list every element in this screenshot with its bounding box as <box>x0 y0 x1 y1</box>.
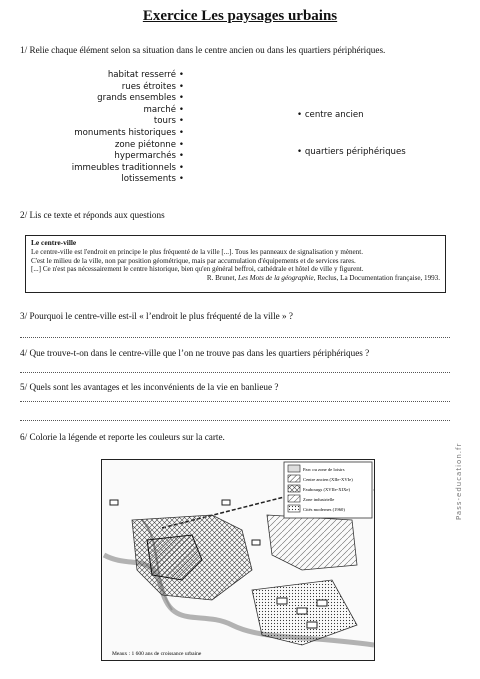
legend-item: Centre ancien (XIIe-XVIe) <box>303 477 353 482</box>
list-item[interactable]: marché • <box>143 104 184 115</box>
list-item[interactable]: habitat resserré • <box>107 70 184 80</box>
quote-source: R. Brunet, Les Mots de la géographie, Reclus, La Documentation française, 1993. <box>206 274 440 283</box>
question-1: 1/ Relie chaque élément selon sa situation dans le centre ancien ou dans les quartiers périphériques. <box>20 45 386 55</box>
question-6: 6/ Colorie la légende et reporte les couleurs sur la carte. <box>20 432 225 442</box>
list-item[interactable]: lotissements • <box>121 174 184 185</box>
quote-title: Le centre-ville <box>31 238 77 247</box>
list-item[interactable]: tours • <box>153 116 184 127</box>
list-item[interactable]: zone piétonne • <box>114 139 184 150</box>
list-item[interactable]: grands ensembles • <box>97 93 184 104</box>
question-5: 5/ Quels sont les avantages et les inconvénients de la vie en banlieue ? <box>20 382 279 392</box>
map-drawing <box>102 460 374 660</box>
answer-line[interactable] <box>20 372 450 373</box>
quote-box <box>25 235 446 293</box>
map-caption: Meaux : 1 600 ans de croissance urbaine <box>112 651 202 657</box>
quote-line: Le centre-ville est l'endroit en principe le plus fréquenté de la ville [...]. Tous les panneaux de signalisation y mènent. <box>31 247 363 256</box>
answer-line[interactable] <box>20 401 450 402</box>
list-item-centre-ancien[interactable]: • centre ancien <box>297 110 364 120</box>
quote-line: C'est le milieu de la ville, non par position géométrique, mais par accumulation d'équipements et de services rares. <box>31 256 356 265</box>
list-item[interactable]: immeubles traditionnels • <box>71 162 184 173</box>
legend-item: Parc ou zone de loisirs <box>303 467 345 472</box>
city-map[interactable] <box>101 459 375 661</box>
answer-line[interactable] <box>20 420 450 421</box>
watermark: Pass-education.fr <box>455 442 463 520</box>
list-item-quartiers-peripheriques[interactable]: • quartiers périphériques <box>297 147 406 157</box>
page-title: Exercice Les paysages urbains <box>142 8 338 24</box>
legend-item: Zone industrielle <box>303 497 335 502</box>
question-2: 2/ Lis ce texte et réponds aux questions <box>20 210 165 220</box>
legend-item: Cités modernes (1960) <box>303 507 345 512</box>
quote-line: [...] Ce n'est pas nécessairement le centre historique, bien qu'en général beffroi, cathédrale et hôtel de ville y figurent. <box>31 265 364 274</box>
legend-item: Faubourgs (XVIIe-XIXe) <box>303 487 350 492</box>
question-3: 3/ Pourquoi le centre-ville est-il « l’endroit le plus fréquenté de la ville » ? <box>20 311 293 321</box>
list-item[interactable]: rues étroites • <box>121 81 184 92</box>
q1-left-list <box>72 70 184 186</box>
question-4: 4/ Que trouve-t-on dans le centre-ville que l’on ne trouve pas dans les quartiers périphériques ? <box>20 348 370 358</box>
list-item[interactable]: monuments historiques • <box>74 127 184 138</box>
answer-line[interactable] <box>20 337 450 338</box>
list-item[interactable]: hypermarchés • <box>114 151 184 162</box>
